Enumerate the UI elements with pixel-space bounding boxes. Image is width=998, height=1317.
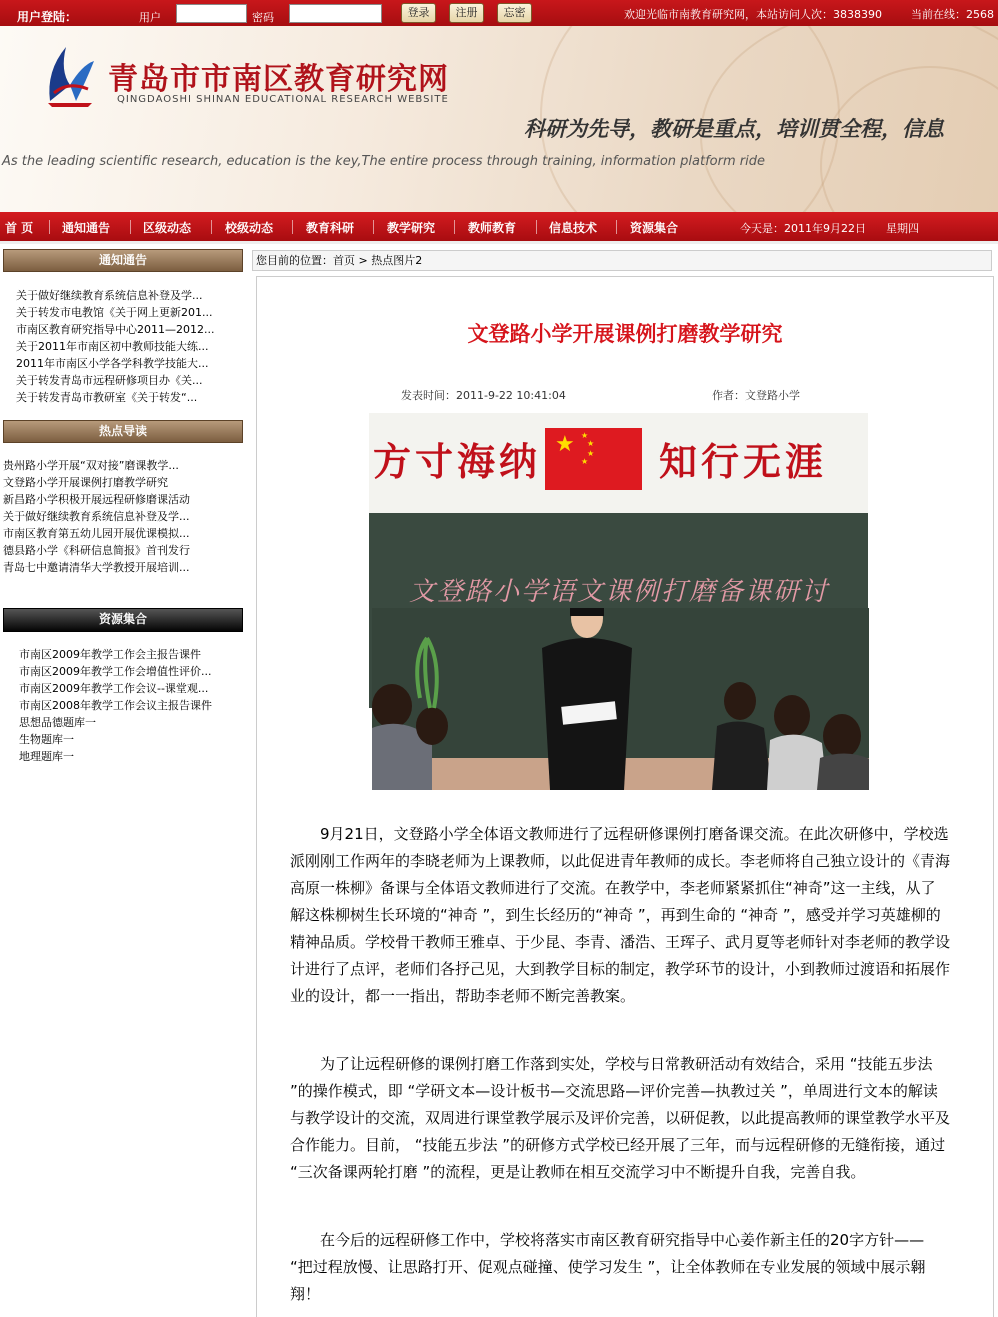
list-item[interactable]: 关于做好继续教育系统信息补登及学... xyxy=(16,289,203,302)
slogan: 科研为先导，教研是重点，培训贯全程，信息 xyxy=(524,116,944,141)
resources-heading[interactable]: 资源集合 xyxy=(3,608,243,632)
current-date: 今天是：2011年9月22日 xyxy=(740,222,866,235)
notices-list xyxy=(16,287,266,406)
list-item[interactable]: 市南区教育第五幼儿园开展优课模拟... xyxy=(3,527,190,540)
nav-teacher-education[interactable]: 教师教育 xyxy=(468,221,517,235)
list-item[interactable]: 思想品德题库一 xyxy=(19,716,96,729)
list-item[interactable]: 关于2011年市南区初中教师技能大练... xyxy=(16,340,209,353)
hot-reading-list xyxy=(3,457,253,576)
header-banner xyxy=(0,26,998,212)
paragraph-text: 在今后的远程研修工作中，学校将落实市南区教育研究指导中心姜作新主任的20字方针—— “把过程放慢、让思路打开、促观点碰撞、使学习发生 ”，让全体教师在专业发展的领域中展示翱翔！ xyxy=(290,1231,926,1303)
password-input[interactable] xyxy=(289,4,382,23)
list-item[interactable]: 青岛七中邀请清华大学教授开展培训... xyxy=(3,561,190,574)
publish-time xyxy=(401,387,566,403)
list-item[interactable]: 德县路小学《科研信息简报》首刊发行 xyxy=(3,544,190,557)
author-label: 作者： xyxy=(712,389,745,402)
author xyxy=(712,387,800,403)
list-item[interactable]: 2011年市南区小学各学科教学技能大... xyxy=(16,357,209,370)
main-nav xyxy=(0,212,998,241)
publish-time-value: 2011-9-22 10:41:04 xyxy=(456,389,566,402)
article-photo xyxy=(369,413,869,790)
list-item[interactable]: 关于转发青岛市教研室《关于转发“... xyxy=(16,391,198,404)
list-item[interactable]: 关于转发市电教馆《关于网上更新201... xyxy=(16,306,213,319)
list-item[interactable]: 关于做好继续教育系统信息补登及学... xyxy=(3,510,190,523)
list-item[interactable]: 市南区2008年教学工作会议主报告课件 xyxy=(19,699,212,712)
photo-banner-right: 知行无涯 xyxy=(659,439,828,484)
list-item[interactable]: 生物题库一 xyxy=(19,733,74,746)
breadcrumb xyxy=(252,250,992,271)
article-paragraph-1 xyxy=(290,821,950,1010)
sidebar xyxy=(0,244,252,1317)
username-input[interactable] xyxy=(176,4,247,23)
list-item[interactable]: 地理题库一 xyxy=(19,750,74,763)
nav-school-news[interactable]: 校级动态 xyxy=(225,221,274,235)
nav-home[interactable]: 首 页 xyxy=(5,221,34,235)
breadcrumb-current: 热点图片2 xyxy=(371,254,423,267)
breadcrumb-separator: > xyxy=(358,254,368,267)
china-flag-icon: ★ ★ ★ ★ ★ xyxy=(545,428,642,490)
username-label: 用户 xyxy=(139,11,161,24)
site-subtitle: QINGDAOSHI SHINAN EDUCATIONAL RESEARCH WEBSITE xyxy=(117,94,449,105)
paragraph-text: 9月21日，文登路小学全体语文教师进行了远程研修课例打磨备课交流。在此次研修中，学校选派刚刚工作两年的李晓老师为上课教师，以此促进青年教师的成长。李老师将自己独立设计的《青海高原一株柳》备课与全体语文教师进行了交流。在教学中，李老师紧紧抓住“神奇”这一主线，从了解这株柳树生长环境的“神奇 ”，到生长经历的“神奇 ”，再到生命的 “神奇 ”，感受并学习英雄柳的精神品质。学校骨干教师王雅卓、于少昆、李青、潘浩、王珲子、武月夏等老师针对李老师的教学设计进行了点评，老师们各抒己见，大到教学目标的制定，教学环节的设计，小到教师过渡语和拓展作业的设计，都一一指出，帮助李老师不断完善教案。 xyxy=(290,825,951,1005)
list-item[interactable]: 市南区2009年教学工作会议--课堂观... xyxy=(19,682,209,695)
nav-education-research[interactable]: 教育科研 xyxy=(306,221,355,235)
list-item[interactable]: 文登路小学开展课例打磨教学研究 xyxy=(3,476,168,489)
nav-resources[interactable]: 资源集合 xyxy=(630,221,679,235)
site-logo-icon[interactable] xyxy=(42,41,98,109)
list-item[interactable]: 市南区教育研究指导中心2011—2012... xyxy=(16,323,215,336)
article-paragraph-2 xyxy=(290,1051,950,1186)
visitor-counter: 欢迎光临市南教育研究网，本站访问人次：3838390 xyxy=(624,8,882,21)
nav-info-tech[interactable]: 信息技术 xyxy=(549,221,598,235)
online-counter: 当前在线：2568 xyxy=(911,8,994,21)
breadcrumb-home[interactable]: 首页 xyxy=(333,254,355,267)
resources-list xyxy=(19,646,269,765)
login-bar xyxy=(0,0,998,26)
author-value: 文登路小学 xyxy=(745,389,800,402)
list-item[interactable]: 贵州路小学开展“双对接”磨课教学... xyxy=(3,459,179,472)
hot-reading-heading[interactable]: 热点导读 xyxy=(3,420,243,443)
slogan-english: As the leading scientific research, education is the key,The entire process through training, information platform ride xyxy=(2,154,765,169)
register-button[interactable]: 注册 xyxy=(449,3,484,23)
breadcrumb-prefix: 您目前的位置： xyxy=(256,254,333,267)
photo-banner-left: 方寸海纳 xyxy=(373,439,542,484)
paragraph-text: 为了让远程研修的课例打磨工作落到实处，学校与日常教研活动有效结合，采用 “技能五步法 ”的操作模式，即 “学研文本—设计板书—交流思路—评价完善—执教过关 ”，单周进行文本的解读与教学设计的交流，双周进行课堂教学展示及评价完善，以研促教，以此提高教师的课堂教学水平及合作能力。目前， “技能五步法 ”的研修方式学校已经开展了三年，而与远程研修的无缝衔接，通过 “三次备课两轮打磨 ”的流程，更是让教师在相互交流学习中不断提升自我，完善自我。 xyxy=(290,1055,951,1181)
nav-notices[interactable]: 通知通告 xyxy=(62,221,111,235)
publish-time-label: 发表时间： xyxy=(401,389,456,402)
photo-chalkboard-text: 文登路小学语文课例打磨备课研讨 xyxy=(409,577,830,607)
list-item[interactable]: 市南区2009年教学工作会主报告课件 xyxy=(19,648,201,661)
current-weekday: 星期四 xyxy=(886,222,919,235)
login-button[interactable]: 登录 xyxy=(401,3,436,23)
notices-heading[interactable]: 通知通告 xyxy=(3,249,243,272)
list-item[interactable]: 新昌路小学积极开展远程研修磨课活动 xyxy=(3,493,190,506)
login-title: 用户登陆： xyxy=(17,10,78,24)
photo-classroom-scene xyxy=(372,608,869,790)
article-title: 文登路小学开展课例打磨教学研究 xyxy=(467,321,783,346)
article-paragraph-3 xyxy=(290,1227,950,1308)
nav-district-news[interactable]: 区级动态 xyxy=(143,221,192,235)
list-item[interactable]: 关于转发青岛市远程研修项目办《关... xyxy=(16,374,203,387)
password-label: 密码 xyxy=(252,11,274,24)
nav-teaching-research[interactable]: 教学研究 xyxy=(387,221,436,235)
list-item[interactable]: 市南区2009年教学工作会增值性评价... xyxy=(19,665,212,678)
site-title: 青岛市市南区教育研究网 xyxy=(108,62,449,97)
forgot-password-button[interactable]: 忘密 xyxy=(497,3,532,23)
